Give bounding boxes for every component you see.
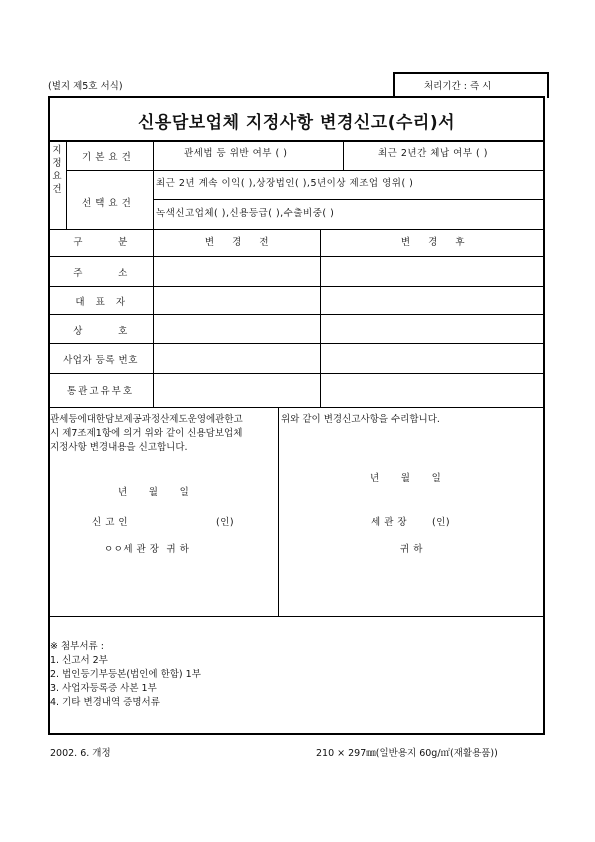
declarant-label: 신 고 인 xyxy=(92,517,129,528)
req-vline-1 xyxy=(66,141,67,229)
row-label-company-name: 상 호 xyxy=(73,326,128,337)
select-requirement-label: 선 택 요 건 xyxy=(82,198,132,209)
form-title: 신용담보업체 지정사항 변경신고(수리)서 xyxy=(137,113,456,133)
declaration-date: 년 월 일 xyxy=(118,487,190,498)
group-label-char: 요 xyxy=(52,171,62,182)
group-label-char: 건 xyxy=(52,184,62,195)
basic-item-violation: 관세법 등 위반 여부 ( ) xyxy=(184,148,288,159)
attachment-item: 4. 기타 변경내역 증명서류 xyxy=(50,697,160,708)
req-vline-3 xyxy=(343,141,344,170)
acceptance-date: 년 월 일 xyxy=(370,473,442,484)
acceptance-addressee: 귀 하 xyxy=(400,544,423,555)
decl-hline xyxy=(48,616,545,617)
header-before: 변 경 전 xyxy=(204,237,270,248)
select-items-line2: 녹색신고업체( ),신용등급( ),수출비중( ) xyxy=(156,208,335,219)
header-after: 변 경 후 xyxy=(400,237,466,248)
attachments-heading: ※ 첨부서류 : xyxy=(50,641,104,652)
basic-item-arrears: 최근 2년간 체납 여부 ( ) xyxy=(378,148,488,159)
declaration-addressee: ㅇㅇ세 관 장 귀 하 xyxy=(104,544,190,555)
header-category: 구 분 xyxy=(73,237,128,248)
table-hline-2 xyxy=(48,286,545,287)
customs-chief-seal: (인) xyxy=(432,517,451,528)
revision-note: 2002. 6. 개정 xyxy=(50,748,111,759)
paper-spec: 210 × 297㎜(일반용지 60g/㎡(재활용품)) xyxy=(316,748,498,759)
declarant-seal: (인) xyxy=(216,517,235,528)
row-label-business-number: 사업자 등록 번호 xyxy=(63,355,138,366)
attachment-item: 3. 사업자등록증 사본 1부 xyxy=(50,683,157,694)
req-hline-2 xyxy=(153,199,545,200)
select-items-line1: 최근 2년 계속 이익( ),상장법인( ),5년이상 제조업 영위( ) xyxy=(156,178,414,189)
decl-vline xyxy=(278,407,279,616)
req-hline-3 xyxy=(48,229,545,230)
table-hline-6 xyxy=(48,407,545,408)
table-hline-3 xyxy=(48,314,545,315)
group-label-char: 지 xyxy=(52,145,62,156)
form-number: (별지 제5호 서식) xyxy=(48,81,123,92)
row-label-address: 주 소 xyxy=(73,268,128,279)
processing-period: 처리기간 : 즉 시 xyxy=(424,81,492,92)
declaration-text-line3: 지정사항 변경내용을 신고합니다. xyxy=(50,442,188,453)
basic-requirement-label: 기 본 요 건 xyxy=(82,152,132,163)
table-hline-4 xyxy=(48,343,545,344)
title-divider xyxy=(48,140,545,142)
attachment-item: 1. 신고서 2부 xyxy=(50,655,108,666)
req-vline-2 xyxy=(153,141,154,229)
req-hline-1 xyxy=(66,170,545,171)
row-label-representative: 대 표 자 xyxy=(75,297,126,308)
group-label-char: 정 xyxy=(52,158,62,169)
attachment-item: 2. 법인등기부등본(법인에 한함) 1부 xyxy=(50,669,201,680)
table-hline-1 xyxy=(48,256,545,257)
requirements-group-label xyxy=(50,144,64,196)
declaration-text-line2: 시 제7조제1항에 의거 위와 같이 신용담보업체 xyxy=(50,428,243,439)
acceptance-text: 위와 같이 변경신고사항을 수리합니다. xyxy=(281,414,440,425)
table-hline-5 xyxy=(48,373,545,374)
declaration-text-line1: 관세등에대한담보제공과정산제도운영에관한고 xyxy=(50,414,243,425)
row-label-customs-code: 통관고유부호 xyxy=(66,386,135,397)
customs-chief-label: 세 관 장 xyxy=(371,517,408,528)
